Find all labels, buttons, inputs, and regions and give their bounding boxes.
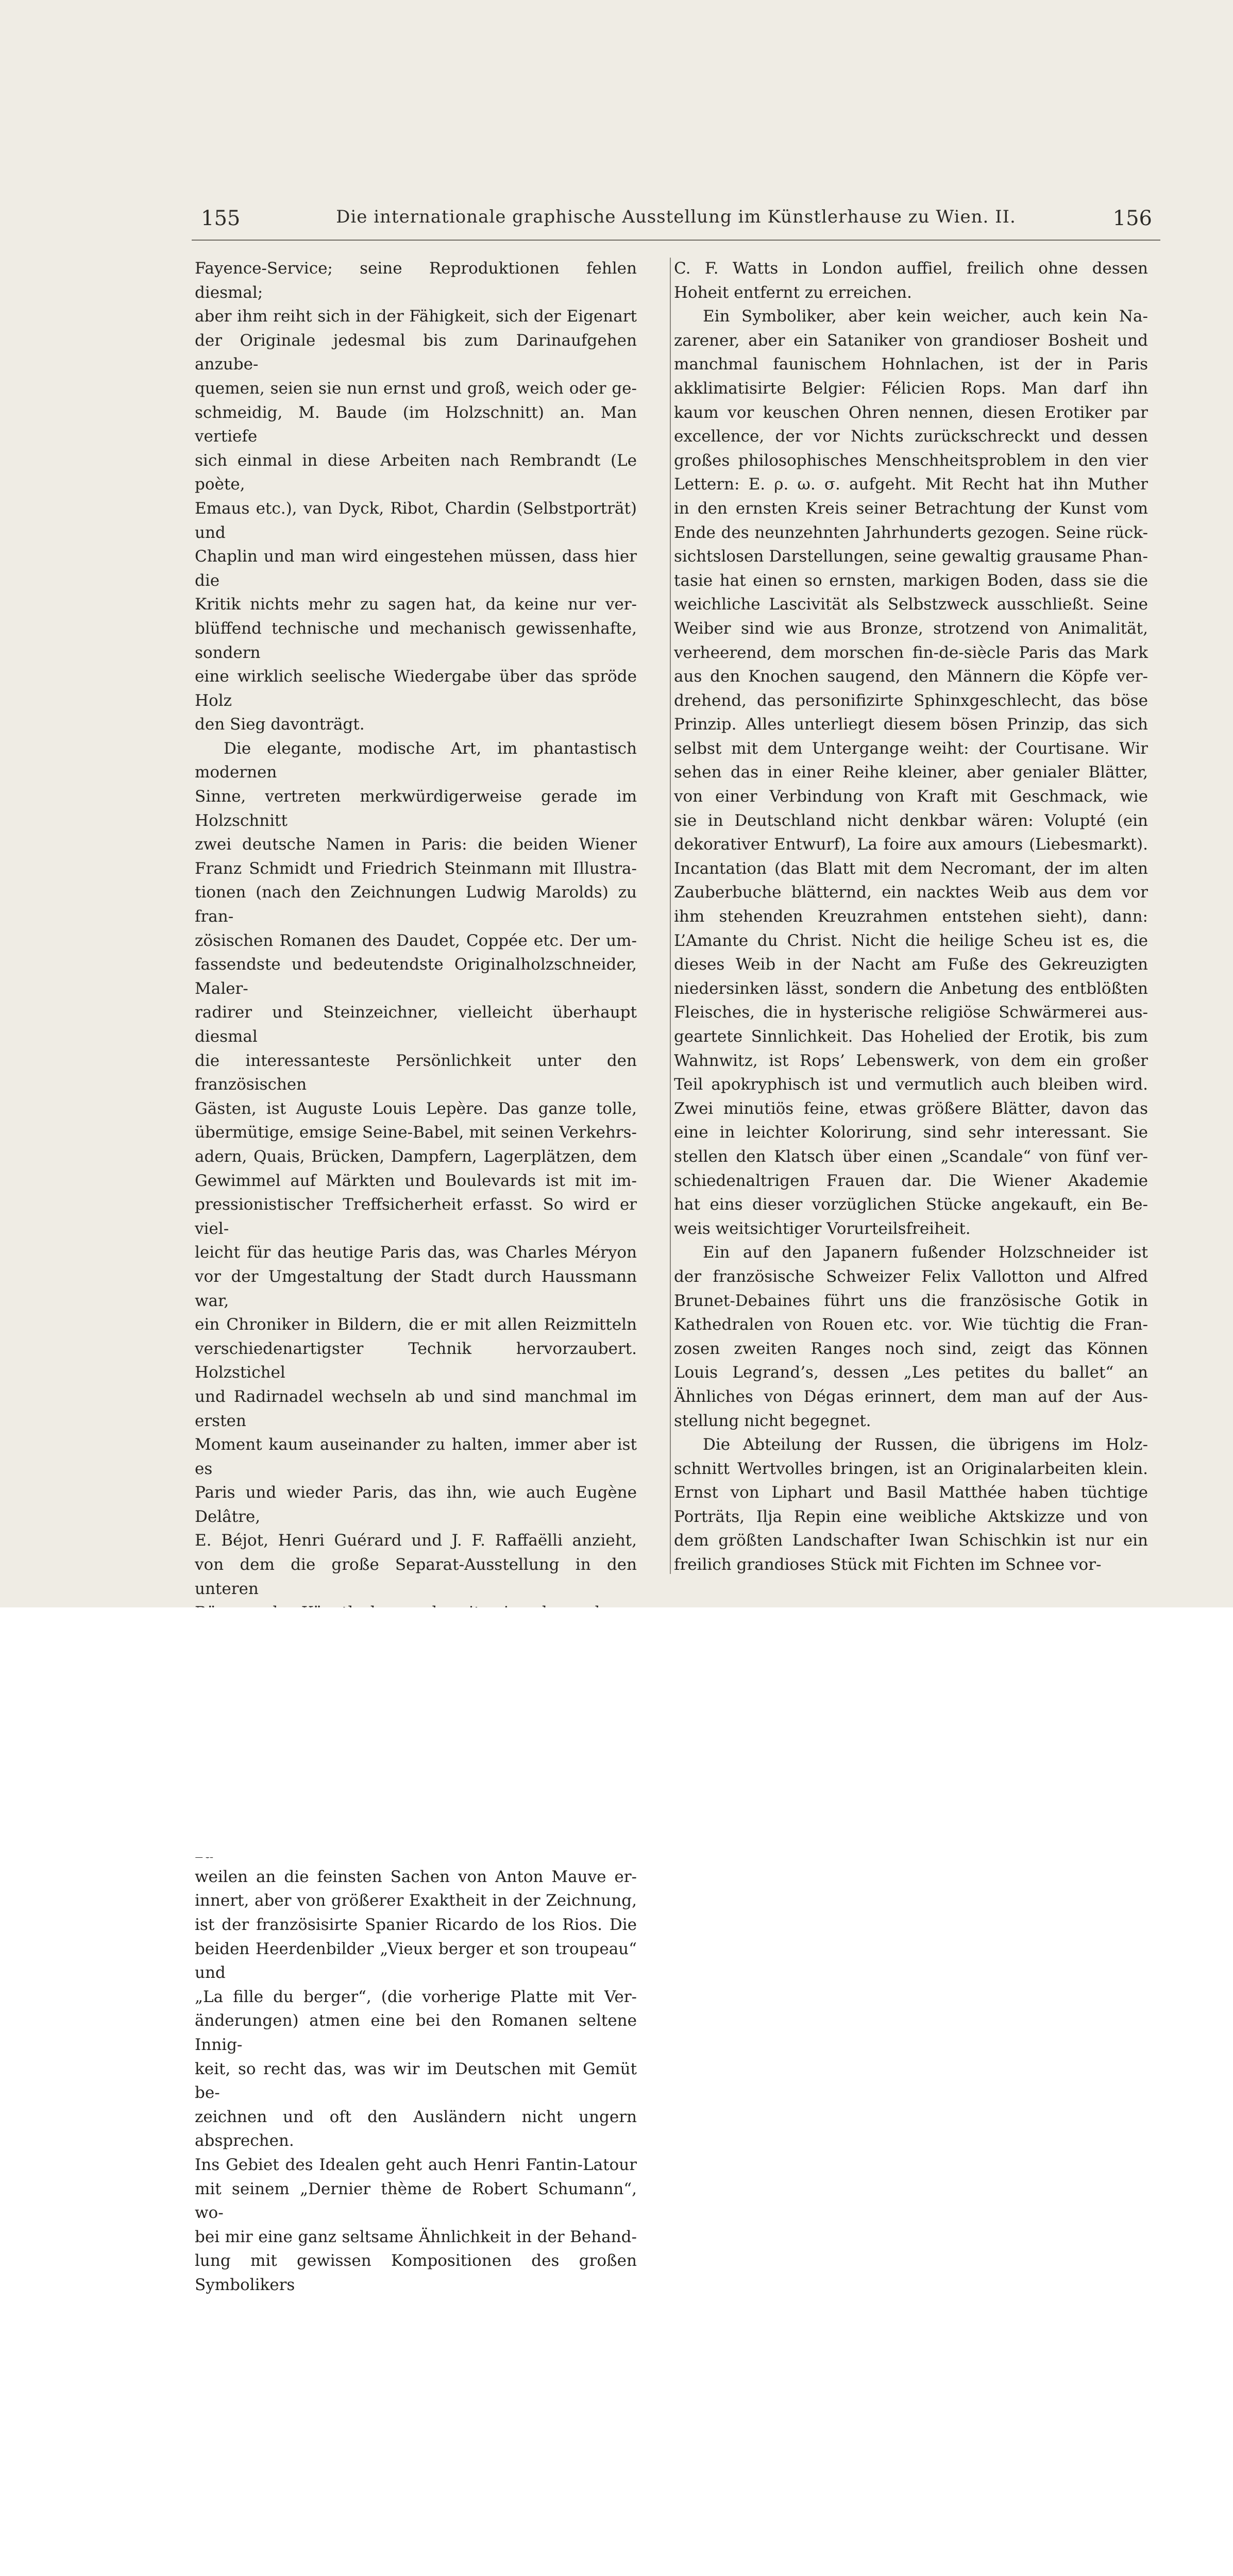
text-line: selbst mit dem Untergange weiht: der Courtisane. Wir — [674, 739, 1148, 758]
text-line: vor der Umgestaltung der Stadt durch Haussmann war, — [195, 1267, 637, 1310]
text-line: eine wirklich seelische Wiedergabe über das spröde Holz — [195, 667, 637, 710]
column-divider — [670, 258, 671, 1574]
text-line: Incantation (das Blatt mit dem Necromant, der im alten — [674, 859, 1148, 878]
text-line: bei mir eine ganz seltsame Ähnlichkeit in der Behand- — [195, 2227, 637, 2246]
left-column — [195, 257, 637, 2297]
text-line: übermütige, emsige Seine-Babel, mit seinen Verkehrs- — [195, 1123, 637, 1142]
text-line: zarener, aber ein Sataniker von grandioser Bosheit und — [674, 331, 1148, 350]
text-line: Louis Legrand’s, dessen „Les petites du ballet“ an — [674, 1363, 1148, 1382]
text-line: manchmal faunischem Hohnlachen, ist der in Paris — [674, 355, 1148, 374]
paragraph — [195, 257, 637, 737]
text-line: Gewimmel auf Märkten und Boulevards ist mit im- — [195, 1171, 637, 1190]
text-line: zeichnen und oft den Ausländern nicht ungern absprechen. — [195, 2107, 637, 2150]
text-line: eine in leichter Kolorirung, sind sehr interessant. Sie — [674, 1123, 1148, 1142]
page-number-right: 156 — [1112, 207, 1152, 230]
text-line: akklimatisirte Belgier: Félicien Rops. Man darf ihn — [674, 379, 1148, 398]
text-line: geartete Sinnlichkeit. Das Hohelied der Erotik, bis zum — [674, 1027, 1148, 1046]
text-line: Emaus etc.), van Dyck, Ribot, Chardin (Selbstporträt) und — [195, 499, 637, 542]
text-line: Kritik nichts mehr zu sagen hat, da keine nur ver- — [195, 595, 637, 614]
text-line: weichliche Lascivität als Selbstzweck ausschließt. Seine — [674, 595, 1148, 614]
right-column — [674, 257, 1148, 1577]
text-line: Moment kaum auseinander zu halten, immer aber ist es — [195, 1435, 637, 1478]
text-line: weilen an die feinsten Sachen von Anton Mauve er- — [195, 1867, 637, 1886]
text-line: Wahnwitz, ist Rops’ Lebenswerk, von dem ein großer — [674, 1051, 1148, 1070]
running-header — [192, 204, 1160, 241]
paragraph — [674, 304, 1148, 1241]
text-line: Fleisches, die in hysterische religiöse Schwärmerei aus- — [674, 1003, 1148, 1022]
text-line: quemen, seien sie nun ernst und groß, weich oder ge- — [195, 379, 637, 398]
text-line: leicht für das heutige Paris das, was Charles Méryon — [195, 1243, 637, 1262]
text-line: fassendste und bedeutendste Originalholzschneider, Maler- — [195, 955, 637, 998]
text-line: adern, Quais, Brücken, Dampfern, Lagerplätzen, dem — [195, 1147, 637, 1166]
text-line: schmeidig, M. Baude (im Holzschnitt) an. Man vertiefe — [195, 403, 637, 446]
text-line: Porträts, Ilja Repin eine weibliche Aktskizze und von — [674, 1507, 1148, 1526]
text-line: niedersinken lässt, sondern die Anbetung des entblößten — [674, 979, 1148, 998]
page-number-left: 155 — [201, 207, 241, 230]
text-line: zwei deutsche Namen in Paris: die beiden Wiener — [195, 835, 637, 854]
text-line: stellung nicht begegnet. — [674, 1411, 871, 1430]
paragraph — [674, 257, 1148, 304]
text-line: Zwei minutiös feine, etwas größere Blätter, davon das — [674, 1099, 1148, 1118]
text-line: E. Béjot, Henri Guérard und J. F. Raffaëlli anzieht, — [195, 1531, 637, 1550]
text-line: Ein auf den Japanern fußender Holzschneider ist — [703, 1243, 1148, 1262]
text-line: verheerend, dem morschen fin-de-siècle Paris das Mark — [674, 643, 1148, 662]
text-line: pressionistischer Treffsicherheit erfasst. So wird er viel- — [195, 1195, 637, 1238]
text-line: Fayence-Service; seine Reproduktionen fehlen diesmal; — [195, 259, 637, 302]
text-line: tasie hat einen so ernsten, markigen Boden, dass sie die — [674, 571, 1148, 590]
text-line: Ein Symboliker, aber kein weicher, auch kein Na- — [703, 307, 1148, 326]
text-line: aus den Knochen saugend, den Männern die Köpfe ver- — [674, 667, 1148, 686]
text-line: Kathedralen von Rouen etc. vor. Wie tüchtig die Fran- — [674, 1315, 1148, 1334]
text-line: und Radirnadel wechseln ab und sind manchmal im ersten — [195, 1387, 637, 1430]
text-line: in den ernsten Kreis seiner Betrachtung der Kunst vom — [674, 499, 1148, 518]
text-line: Hoheit entfernt zu erreichen. — [674, 283, 912, 302]
text-line: Ernst von Liphart und Basil Matthée haben tüchtige — [674, 1483, 1148, 1502]
text-line: dem größten Landschafter Iwan Schischkin ist nur ein — [674, 1531, 1148, 1550]
paragraph — [674, 1433, 1148, 1577]
running-title: Die internationale graphische Ausstellung im Künstlerhause zu Wien. II. — [336, 207, 1016, 227]
text-line: dekorativer Entwurf), La foire aux amours (Liebesmarkt). — [674, 835, 1148, 854]
text-line: beiden Heerdenbilder „Vieux berger et son troupeau“ und — [195, 1939, 637, 1982]
text-line: Franz Schmidt und Friedrich Steinmann mit Illustra- — [195, 859, 637, 878]
text-line: die interessanteste Persönlichkeit unter den französischen — [195, 1051, 637, 1094]
text-line: schnitt Wertvolles bringen, ist an Originalarbeiten klein. — [674, 1459, 1148, 1478]
text-line: der Originale jedesmal bis zum Darinaufgehen anzube- — [195, 331, 637, 374]
text-line: verschiedenartigster Technik hervorzaubert. Holzstichel — [195, 1339, 637, 1382]
text-line: zosen zweiten Ranges noch sind, zeigt das Können — [674, 1339, 1148, 1358]
text-line: keit, so recht das, was wir im Deutschen mit Gemüt be- — [195, 2059, 637, 2103]
text-line: großes philosophisches Menschheitsproblem in den vier — [674, 451, 1148, 470]
text-line: sichtslosen Darstellungen, seine gewaltig grausame Phan- — [674, 547, 1148, 566]
text-line: sehen das in einer Reihe kleiner, aber genialer Blätter, — [674, 763, 1148, 782]
text-line: schiedenaltrigen Frauen dar. Die Wiener Akademie — [674, 1171, 1148, 1190]
text-line: zösischen Romanen des Daudet, Coppée etc. Der um- — [195, 931, 637, 950]
text-line: Die Abteilung der Russen, die übrigens im Holz- — [703, 1435, 1148, 1454]
text-line: lung mit gewissen Kompositionen des großen Symbolikers — [195, 2251, 637, 2294]
text-line: der französische Schweizer Felix Vallotton und Alfred — [674, 1267, 1148, 1286]
text-line: drehend, das personifizirte Sphinxgeschlecht, das böse — [674, 691, 1148, 710]
text-line: aber ihm reiht sich in der Fähigkeit, sich der Eigenart — [195, 307, 637, 326]
text-line: Zauberbuche blätternd, ein nacktes Weib aus dem vor — [674, 883, 1148, 902]
text-line: „La fille du berger“, (die vorherige Platte mit Ver- — [195, 1987, 637, 2006]
text-line: radirer und Steinzeichner, vielleicht überhaupt diesmal — [195, 1003, 637, 1046]
text-line: Prinzip. Alles unterliegt diesem bösen Prinzip, das sich — [674, 715, 1148, 734]
text-line: innert, aber von größerer Exaktheit in der Zeichnung, — [195, 1891, 637, 1910]
text-line: ist der französisirte Spanier Ricardo de los Rios. Die — [195, 1915, 637, 1934]
text-line: weis weitsichtiger Vorurteilsfreiheit. — [674, 1219, 971, 1238]
text-line: von dem die große Separat-Ausstellung in den unteren — [195, 1555, 637, 1598]
text-line: sie in Deutschland nicht denkbar wären: Volupté (ein — [674, 811, 1148, 830]
text-line: ein Chroniker in Bildern, die er mit allen Reizmitteln — [195, 1315, 637, 1334]
text-line: Gästen, ist Auguste Louis Lepère. Das ganze tolle, — [195, 1099, 637, 1118]
text-line: C. F. Watts in London auffiel, freilich ohne dessen — [674, 259, 1148, 278]
text-line: Chaplin und man wird eingestehen müssen, dass hier die — [195, 547, 637, 590]
text-line: Brunet-Debaines führt uns die französische Gotik in — [674, 1291, 1148, 1310]
text-line: tionen (nach den Zeichnungen Ludwig Marolds) zu fran- — [195, 883, 637, 926]
text-line: Sinne, vertreten merkwürdigerweise gerade im Holzschnitt — [195, 787, 637, 830]
text-line: Ende des neunzehnten Jahrhunderts gezogen. Seine rück- — [674, 523, 1148, 542]
text-line: Ähnliches von Dégas erinnert, dem man auf der Aus- — [674, 1387, 1148, 1406]
text-line: stellen den Klatsch über einen „Scandale“ von fünf ver- — [674, 1147, 1148, 1166]
text-line: Weiber sind wie aus Bronze, strotzend von Animalität, — [674, 619, 1148, 638]
text-line: L’Amante du Christ. Nicht die heilige Scheu ist es, die — [674, 931, 1148, 950]
text-line: blüffend technische und mechanisch gewissenhafte, sondern — [195, 619, 637, 662]
text-line: Ins Gebiet des Idealen geht auch Henri Fantin-Latour — [195, 2155, 637, 2174]
text-line: kaum vor keuschen Ohren nennen, diesen Erotiker par — [674, 403, 1148, 422]
text-line: Paris und wieder Paris, das ihn, wie auch Eugène Delâtre, — [195, 1483, 637, 1526]
text-line: den Sieg davonträgt. — [195, 715, 365, 734]
text-line: sich einmal in diese Arbeiten nach Rembrandt (Le poète, — [195, 451, 637, 494]
text-line: Die elegante, modische Art, im phantastisch modernen — [195, 739, 637, 782]
text-line: änderungen) atmen eine bei den Romanen seltene Innig- — [195, 2011, 637, 2054]
text-line: freilich grandioses Stück mit Fichten im Schnee vor- — [674, 1555, 1102, 1574]
text-line: ihm stehenden Kreuzrahmen entstehen sieht), dann: — [674, 907, 1148, 926]
text-line: excellence, der vor Nichts zurückschreckt und dessen — [674, 427, 1148, 446]
text-line: dieses Weib in der Nacht am Fuße des Gekreuzigten — [674, 955, 1148, 974]
text-line: Teil apokryphisch ist und vermutlich auch bleiben wird. — [674, 1075, 1148, 1094]
footer — [0, 1607, 1233, 1857]
text-line: von einer Verbindung von Kraft mit Geschmack, wie — [674, 787, 1148, 806]
text-line: hat eins dieser vorzüglichen Stücke angekauft, ein Be- — [674, 1195, 1148, 1214]
paragraph — [674, 1241, 1148, 1433]
text-line: mit seinem „Dernier thème de Robert Schumann“, wo- — [195, 2179, 637, 2223]
text-line: Lettern: E. ρ. ω. σ. aufgeht. Mit Recht hat ihn Muther — [674, 475, 1148, 494]
